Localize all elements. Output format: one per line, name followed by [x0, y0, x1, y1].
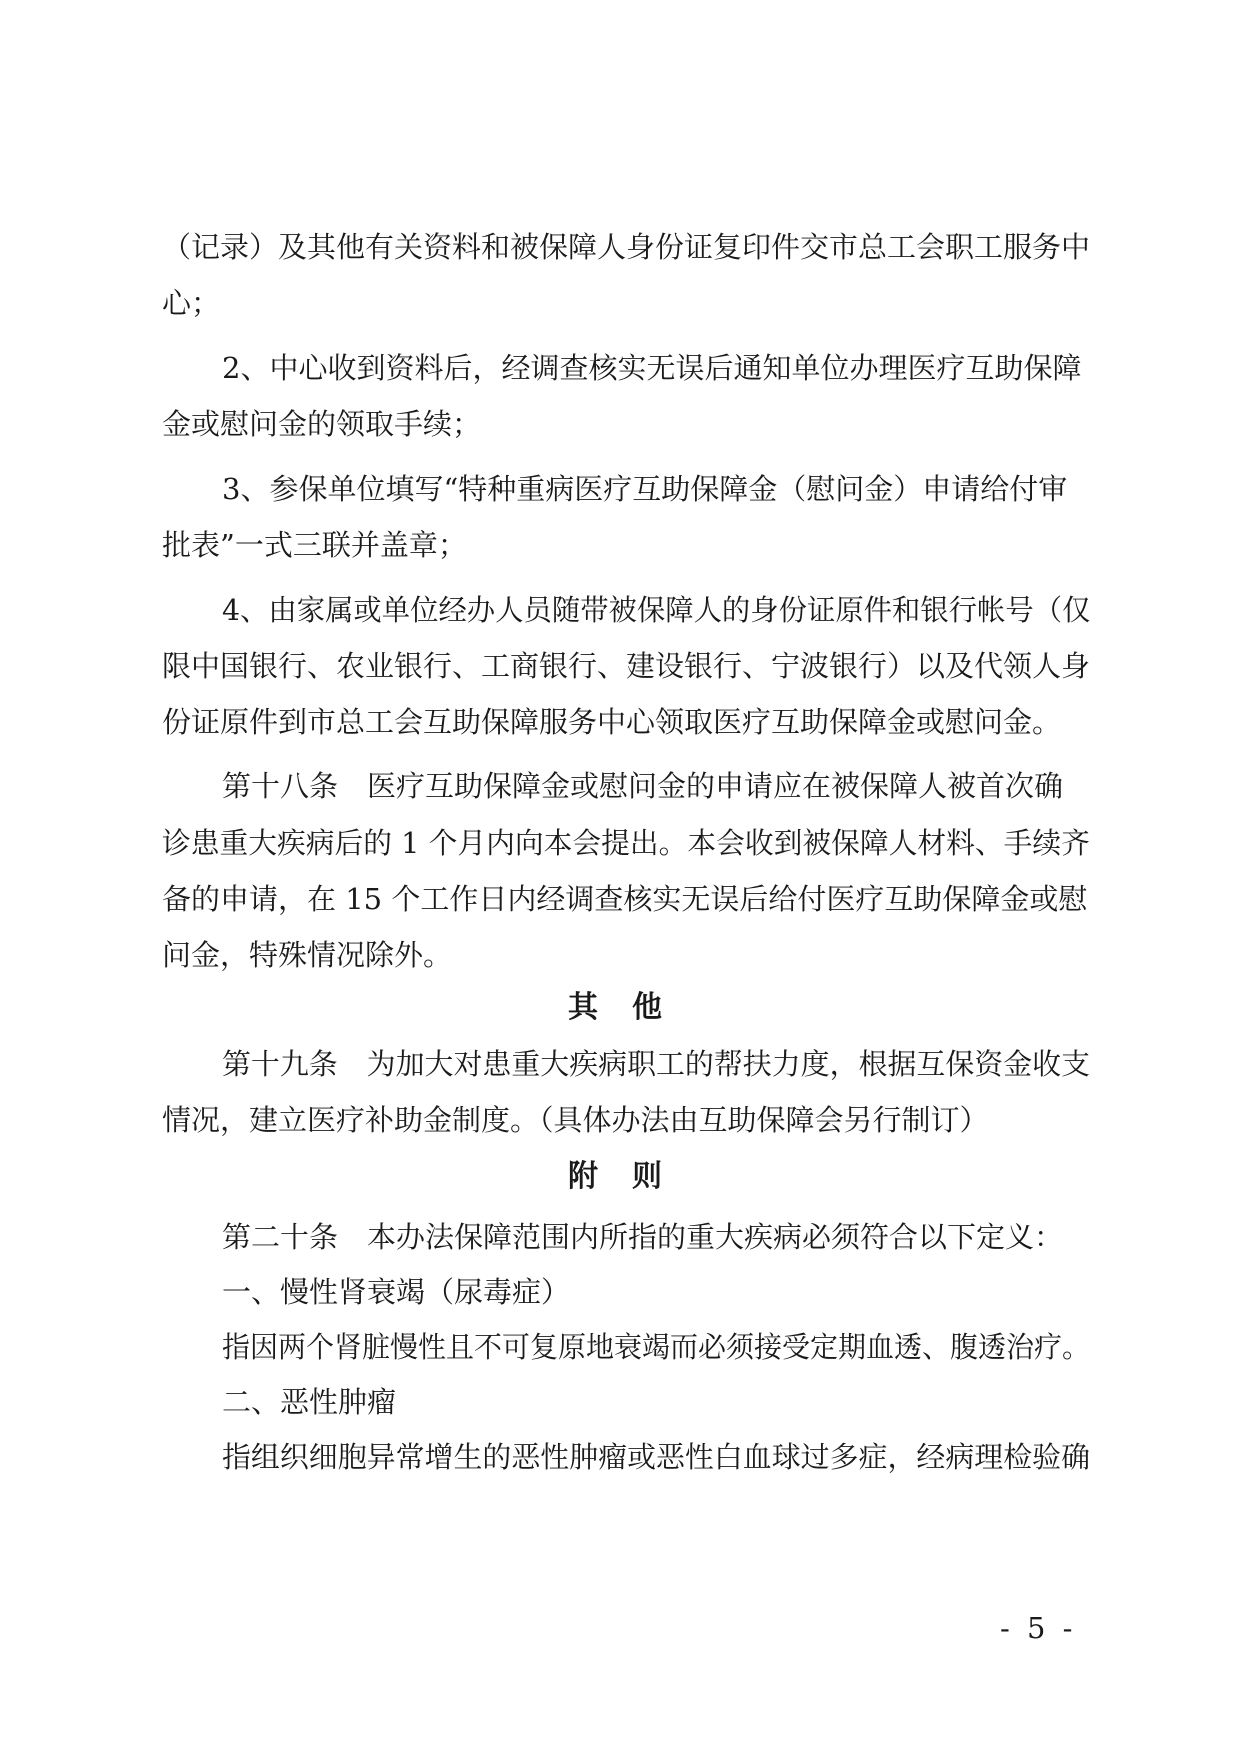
- text-line: 3、参保单位填写“特种重病医疗互助保障金（慰问金）申请给付审: [222, 472, 1068, 506]
- text-line: 诊患重大疾病后的 1 个月内向本会提出。本会收到被保障人材料、手续齐: [162, 826, 1090, 860]
- text-line: 第十九条 为加大对患重大疾病职工的帮扶力度，根据互保资金收支: [222, 1047, 1091, 1081]
- section-heading-other: 其 他: [568, 990, 664, 1025]
- page-number: - 5 -: [1000, 1611, 1077, 1645]
- text-line: 4、由家属或单位经办人员随带被保障人的身份证原件和银行帐号（仅: [222, 593, 1091, 627]
- text-line: 一、慢性肾衰竭（尿毒症）: [222, 1275, 571, 1309]
- text-line: 第二十条 本办法保障范围内所指的重大疾病必须符合以下定义：: [222, 1220, 1064, 1254]
- section-heading-appendix: 附 则: [568, 1159, 664, 1194]
- text-line: 2、中心收到资料后，经调查核实无误后通知单位办理医疗互助保障: [222, 351, 1082, 385]
- text-line: 金或慰问金的领取手续；: [162, 407, 482, 441]
- text-line: 批表”一式三联并盖章；: [162, 528, 467, 562]
- text-line: 指组织细胞异常增生的恶性肿瘤或恶性白血球过多症，经病理检验确: [222, 1440, 1091, 1474]
- text-line: 心；: [162, 286, 221, 320]
- text-line: 第十八条 医疗互助保障金或慰问金的申请应在被保障人被首次确: [222, 769, 1064, 803]
- text-line: 情况，建立医疗补助金制度。（具体办法由互助保障会另行制订）: [162, 1103, 989, 1137]
- text-line: 二、恶性肿瘤: [222, 1385, 397, 1419]
- text-line: 限中国银行、农业银行、工商银行、建设银行、宁波银行）以及代领人身: [162, 649, 1091, 683]
- text-line: 备的申请，在 15 个工作日内经调查核实无误后给付医疗互助保障金或慰: [162, 882, 1088, 916]
- text-line: 指因两个肾脏慢性且不可复原地衰竭而必须接受定期血透、腹透治疗。: [222, 1330, 1091, 1364]
- text-line: （记录）及其他有关资料和被保障人身份证复印件交市总工会职工服务中: [162, 230, 1091, 264]
- text-line: 问金，特殊情况除外。: [162, 938, 453, 972]
- text-line: 份证原件到市总工会互助保障服务中心领取医疗互助保障金或慰问金。: [162, 705, 1062, 739]
